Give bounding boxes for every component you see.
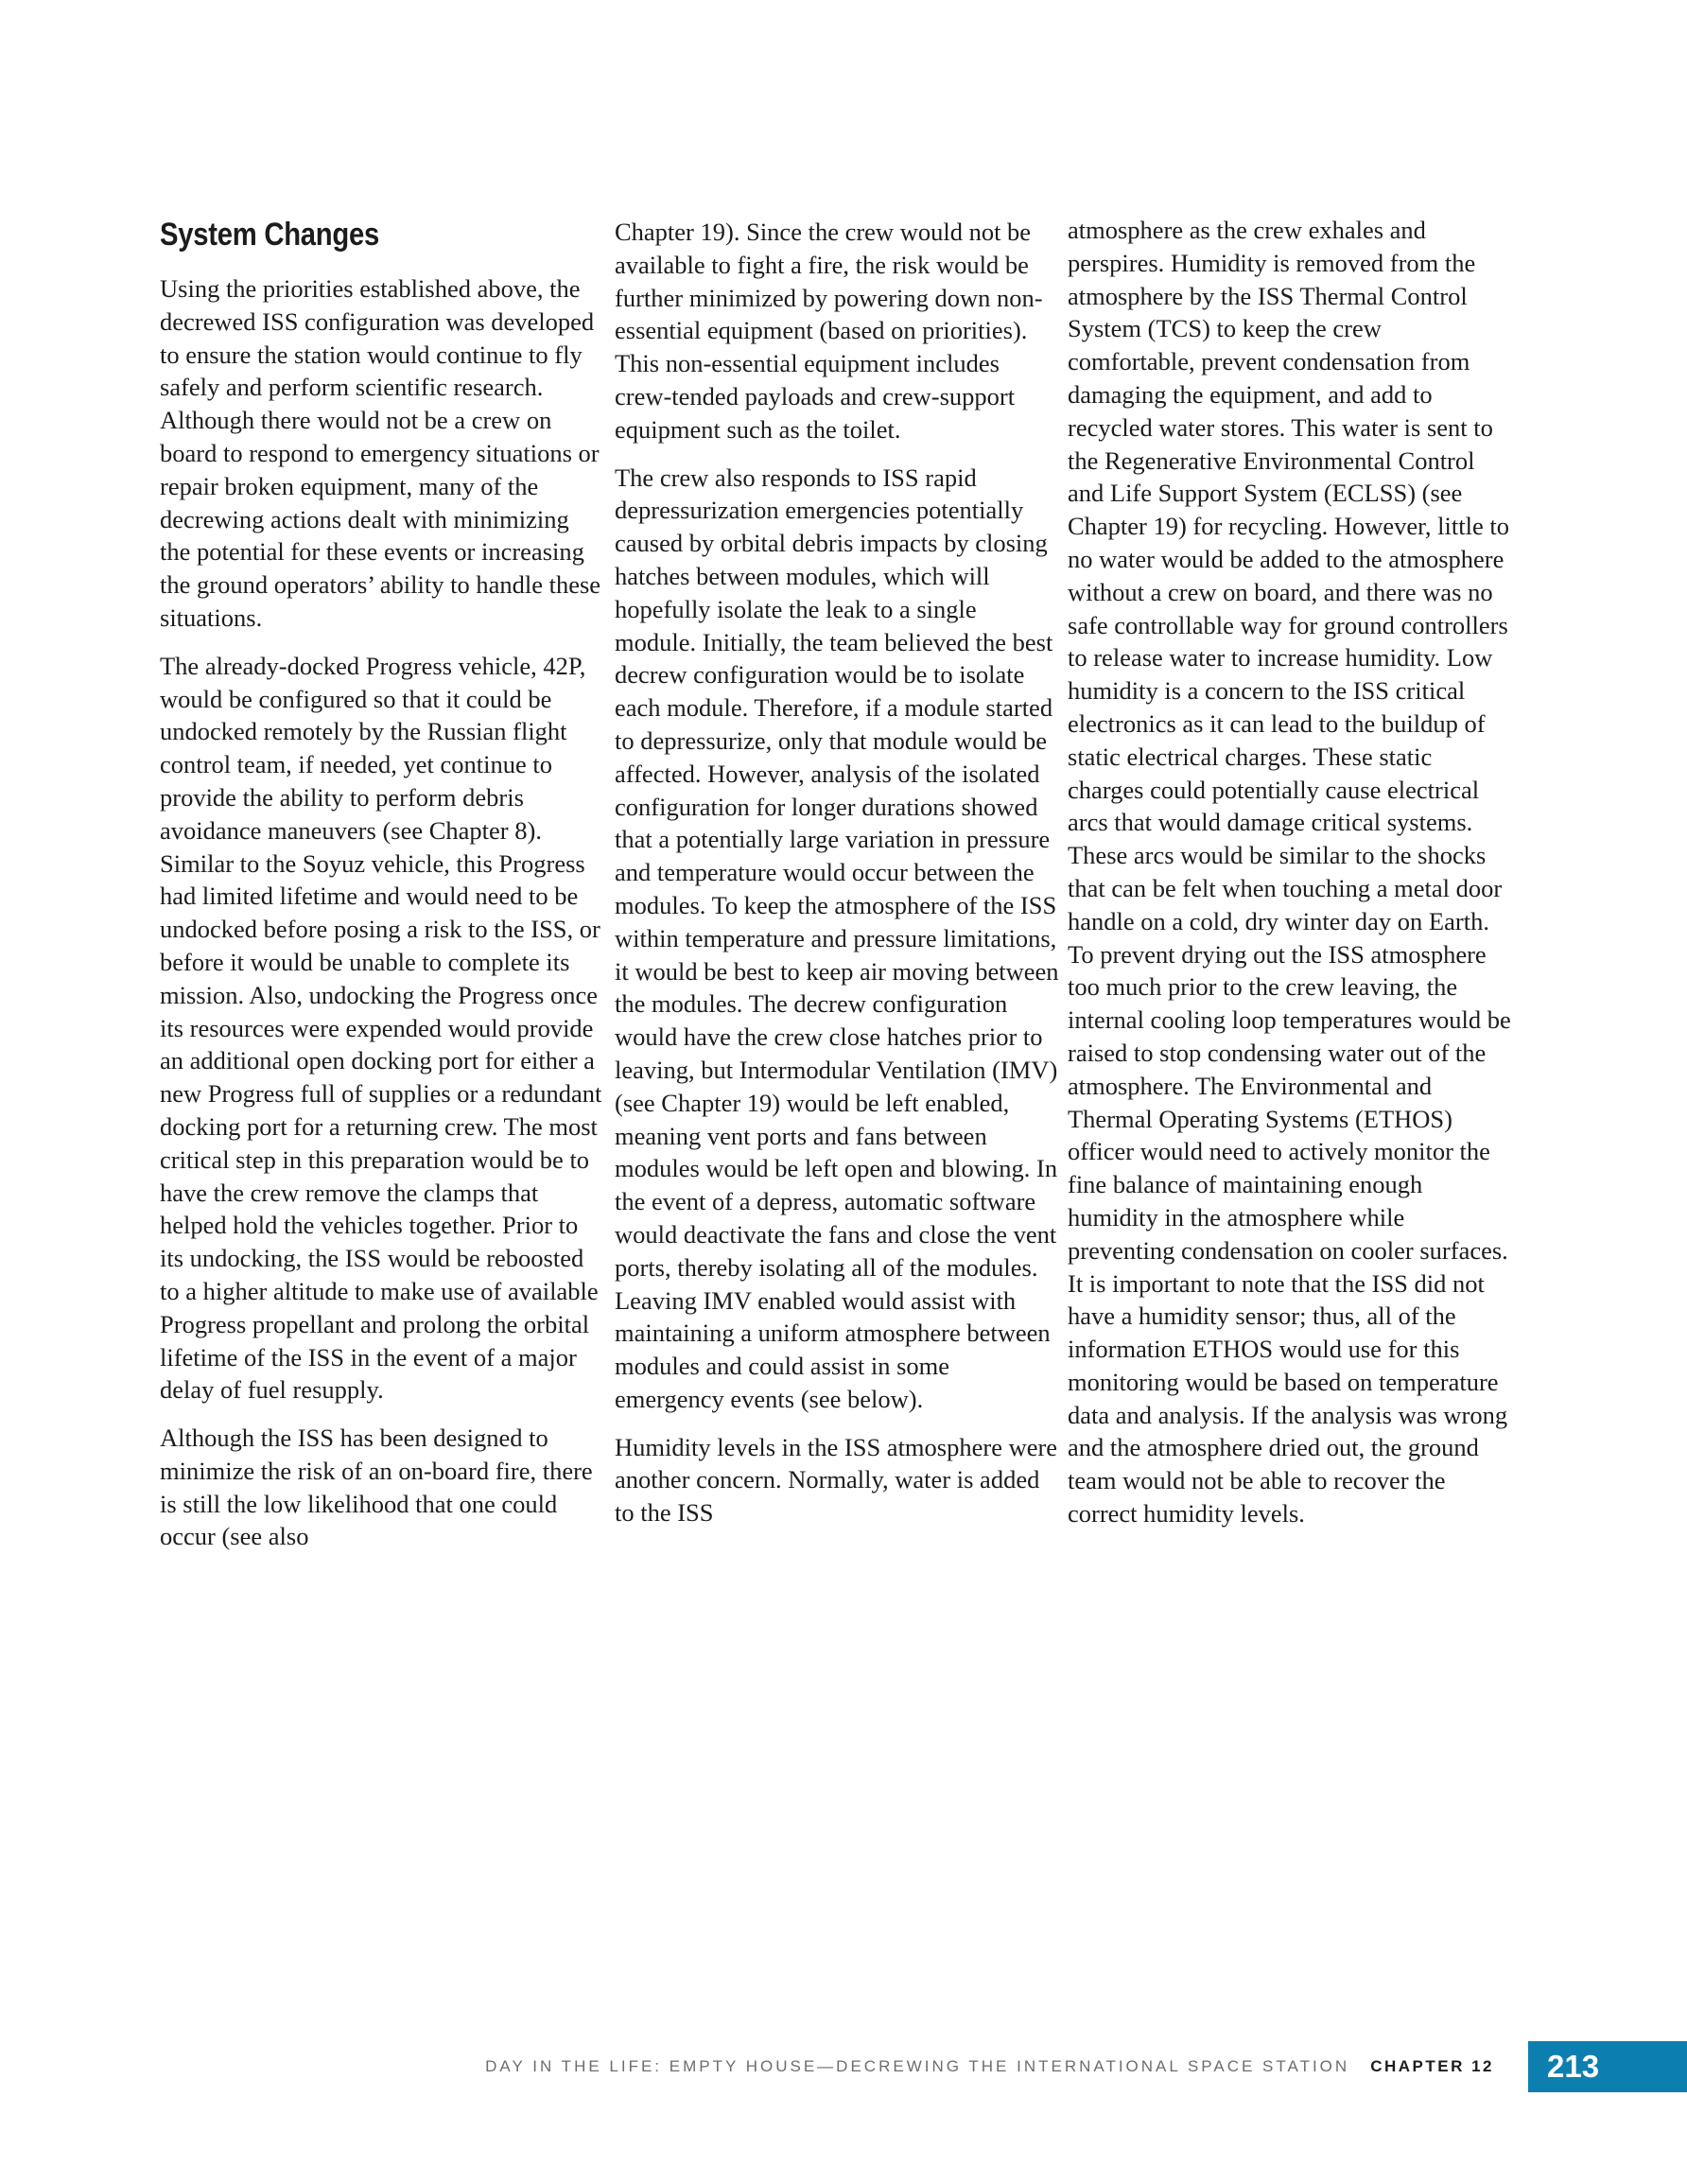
paragraph: Although the ISS has been designed to minimize the risk of an on-board fire, there is still the low likelihood that one could occur (see also	[160, 1424, 593, 1551]
paragraph: Chapter 19). Since the crew would not be available to fight a fire, the risk would be further minimized by powering down non-essential equipment (based on priorities). This non-essential equipment includes crew-tended payloads and crew-support equipment such as the toilet.	[615, 218, 1043, 444]
chapter-label: CHAPTER 12	[1370, 2057, 1494, 2075]
text-column-2	[615, 216, 1059, 1545]
paragraph: Humidity levels in the ISS atmosphere were another concern. Normally, water is added to the ISS	[615, 1432, 1058, 1528]
paragraph: Using the priorities established above, the decrewed ISS configuration was developed to ensure the station would continue to fly safely and perform scientific research. Although there would not be a crew on board to respond to emergency situations or repair broken equipment, many of the decrewing actions dealt with minimizing the potential for these events or increasing the ground operators’ ability to handle these situations.	[160, 274, 601, 632]
paragraph: The crew also responds to ISS rapid depressurization emergencies potentially caused by orbital debris impacts by closing hatches between modules, which will hopefully isolate the leak to a single module. Initially, the team believed the best decrew configuration would be to isolate each module. Therefore, if a module started to depressurize, only that module would be affected. However, analysis of the isolated configuration for longer durations showed that a potentially large variation in pressure and temperature would occur between the modules. To keep the atmosphere of the ISS within temperature and pressure limitations, it would be best to keep air moving between the modules. The decrew configuration would have the crew close hatches prior to leaving, but Intermodular Ventilation (IMV) (see Chapter 19) would be left enabled, meaning vent ports and fans between modules would be left open and blowing. In the event of a depress, automatic software would deactivate the fans and close the vent ports, thereby isolating all of the modules. Leaving IMV enabled would assist with maintaining a uniform atmosphere between modules and could assist in some emergency events (see below).	[615, 463, 1059, 1413]
running-title: DAY IN THE LIFE: EMPTY HOUSE—DECREWING THE INTERNATIONAL SPACE STATION	[485, 2057, 1350, 2075]
paragraph: The already-docked Progress vehicle, 42P, would be configured so that it could be undocked remotely by the Russian flight control team, if needed, yet continue to provide the ability to perform debris avoidance maneuvers (see Chapter 8). Similar to the Soyuz vehicle, this Progress had limited lifetime and would need to be undocked before posing a risk to the ISS, or before it would be unable to complete its mission. Also, undocking the Progress once its resources were expended would provide an additional open docking port for either a new Progress full of supplies or a redundant docking port for a returning crew. The most critical step in this preparation would be to have the crew remove the clamps that helped hold the vehicles together. Prior to its undocking, the ISS would be reboosted to a higher altitude to make use of available Progress propellant and prolong the orbital lifetime of the ISS in the event of a major delay of fuel resupply.	[160, 651, 602, 1405]
text-column-3	[1068, 214, 1512, 1546]
page-number-badge: 213	[1528, 2041, 1687, 2092]
text-column-1	[160, 216, 604, 1568]
page-footer	[485, 2041, 1687, 2092]
paragraph: atmosphere as the crew exhales and perspires. Humidity is removed from the atmosphere by the ISS Thermal Control System (TCS) to keep the crew comfortable, prevent condensation from damaging the equipment, and add to recycled water stores. This water is sent to the Regenerative Environmental Control and Life Support System (ECLSS) (see Chapter 19) for recycling. However, little to no water would be added to the atmosphere without a crew on board, and there was no safe controllable way for ground controllers to release water to increase humidity. Low humidity is a concern to the ISS critical electronics as it can lead to the buildup of static electrical charges. These static charges could potentially cause electrical arcs that would damage critical systems. These arcs would be similar to the shocks that can be felt when touching a metal door handle on a cold, dry winter day on Earth. To prevent drying out the ISS atmosphere too much prior to the crew leaving, the internal cooling loop temperatures would be raised to stop condensing water out of the atmosphere. The Environmental and Thermal Operating Systems (ETHOS) officer would need to actively monitor the fine balance of maintaining enough humidity in the atmosphere while preventing condensation on cooler surfaces. It is important to note that the ISS did not have a humidity sensor; thus, all of the information ETHOS would use for this monitoring would be based on temperature data and analysis. If the analysis was wrong and the atmosphere dried out, the ground team would not be able to recover the correct humidity levels.	[1068, 216, 1511, 1529]
section-heading: System Changes	[160, 217, 380, 253]
